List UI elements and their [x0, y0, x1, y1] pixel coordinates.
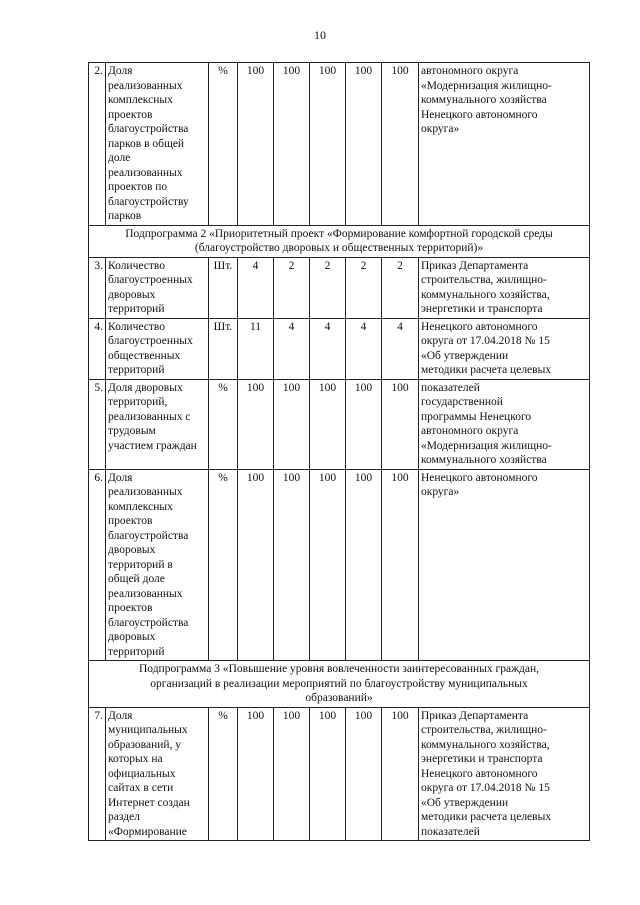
row-number: 2. [89, 63, 106, 226]
value-cell: 2 [310, 257, 346, 318]
table-row [89, 318, 590, 379]
value-cell: 100 [310, 379, 346, 469]
subprogram-title: Подпрограмма 3 «Повышение уровня вовлеченности заинтересованных граждан, организаций в реализации мероприятий по благоустройству муниципальных образований» [89, 661, 590, 708]
unit-cell: Шт. [209, 257, 238, 318]
value-cell: 100 [238, 707, 274, 841]
basis-cell: Ненецкого автономного округа» [419, 469, 590, 661]
table-row [89, 469, 590, 661]
indicator-name: Доля дворовых территорий, реализованных с трудовым участием граждан [106, 379, 209, 469]
table-row [89, 707, 590, 841]
value-cell: 2 [382, 257, 419, 318]
unit-cell: Шт. [209, 318, 238, 379]
value-cell: 100 [238, 469, 274, 661]
value-cell: 100 [346, 379, 382, 469]
value-cell: 100 [238, 379, 274, 469]
row-number: 3. [89, 257, 106, 318]
value-cell: 100 [382, 707, 419, 841]
value-cell: 100 [310, 469, 346, 661]
indicators-table [88, 62, 590, 841]
table-row [89, 63, 590, 226]
basis-cell: Приказ Департамента строительства, жилищно- коммунального хозяйства, энергетики и транспорта [419, 257, 590, 318]
value-cell: 100 [274, 379, 310, 469]
value-cell: 100 [274, 469, 310, 661]
row-number: 6. [89, 469, 106, 661]
indicator-name: Доля реализованных комплексных проектов благоустройства дворовых территорий в общей доле реализованных проектов благоустройства дворовых территорий [106, 469, 209, 661]
value-cell: 4 [310, 318, 346, 379]
value-cell: 100 [274, 707, 310, 841]
value-cell: 100 [382, 63, 419, 226]
value-cell: 4 [346, 318, 382, 379]
page-number: 10 [314, 28, 326, 42]
unit-cell: % [209, 379, 238, 469]
value-cell: 2 [346, 257, 382, 318]
value-cell: 4 [382, 318, 419, 379]
value-cell: 4 [238, 257, 274, 318]
value-cell: 11 [238, 318, 274, 379]
indicator-name: Количество благоустроенных общественных территорий [106, 318, 209, 379]
value-cell: 100 [310, 63, 346, 226]
indicator-name: Количество благоустроенных дворовых территорий [106, 257, 209, 318]
value-cell: 100 [382, 469, 419, 661]
table-row [89, 379, 590, 469]
value-cell: 100 [346, 707, 382, 841]
table-row [89, 257, 590, 318]
value-cell: 4 [274, 318, 310, 379]
basis-cell: Ненецкого автономного округа от 17.04.2018 № 15 «Об утверждении методики расчета целевых [419, 318, 590, 379]
value-cell: 100 [382, 379, 419, 469]
unit-cell: % [209, 707, 238, 841]
row-number: 7. [89, 707, 106, 841]
value-cell: 100 [310, 707, 346, 841]
value-cell: 100 [346, 469, 382, 661]
subprogram-row [89, 225, 590, 257]
unit-cell: % [209, 63, 238, 226]
subprogram-row [89, 661, 590, 708]
value-cell: 100 [346, 63, 382, 226]
row-number: 5. [89, 379, 106, 469]
value-cell: 2 [274, 257, 310, 318]
basis-cell: автономного округа «Модернизация жилищно- коммунального хозяйства Ненецкого автономного округа» [419, 63, 590, 226]
basis-cell: показателей государственной программы Ненецкого автономного округа «Модернизация жилищно- коммунального хозяйства [419, 379, 590, 469]
indicator-name: Доля муниципальных образований, у которых на официальных сайтах в сети Интернет создан раздел «Формирование [106, 707, 209, 841]
row-number: 4. [89, 318, 106, 379]
unit-cell: % [209, 469, 238, 661]
indicator-name: Доля реализованных комплексных проектов благоустройства парков в общей доле реализованных проектов по благоустройству парков [106, 63, 209, 226]
basis-cell: Приказ Департамента строительства, жилищно- коммунального хозяйства, энергетики и транспорта Ненецкого автономного округа от 17.04.2018 № 15 «Об утверждении методики расчета целевых показателей [419, 707, 590, 841]
value-cell: 100 [274, 63, 310, 226]
subprogram-title: Подпрограмма 2 «Приоритетный проект «Формирование комфортной городской среды (благоустройство дворовых и общественных территорий)» [89, 225, 590, 257]
value-cell: 100 [238, 63, 274, 226]
